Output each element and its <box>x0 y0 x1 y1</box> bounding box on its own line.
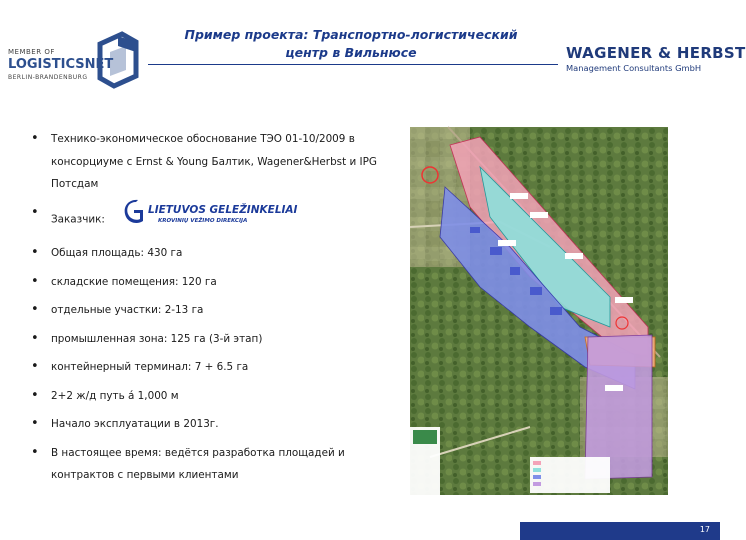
logisticsnet-mark-icon <box>96 30 140 92</box>
bullet-text: 2+2 ж/д путь á 1,000 м <box>51 389 179 402</box>
page-title <box>140 26 562 62</box>
title-line-2: центр в Вильнюсе <box>285 45 417 60</box>
bullet-text: контейнерный терминал: 7 + 6.5 га <box>51 361 249 373</box>
bullet-text: В настоящее время: ведётся разработка площадей и контрактов с первыми клиентами <box>51 446 345 481</box>
bullet-text: Технико-экономическое обоснование ТЭО 01-10/2009 в консорциуме с Ernst & Young Балтик, Wagener&Herbst и IPG Потсдам <box>51 133 377 190</box>
wagener-herbst-logo <box>566 44 746 73</box>
title-underline <box>148 64 558 65</box>
list-item <box>30 328 410 351</box>
client-logo-subtitle: KROVINIŲ VEŽIMO DIREKCIJA <box>158 217 248 224</box>
map-legend <box>530 457 610 493</box>
list-item <box>30 356 410 379</box>
lg-swirl-icon <box>125 199 143 222</box>
site-plan-map <box>410 127 668 495</box>
list-item <box>30 442 410 487</box>
logo-region: BERLIN-BRANDENBURG <box>8 74 88 81</box>
bullet-text: Заказчик: <box>51 212 105 225</box>
list-item <box>30 413 410 436</box>
ipg-logo <box>413 430 437 444</box>
list-item <box>30 271 410 294</box>
bullet-text: Начало эксплуатации в 2013г. <box>51 418 219 430</box>
page-number: 17 <box>699 525 710 534</box>
list-item <box>30 242 410 265</box>
footer-bar <box>520 522 720 540</box>
company-name: WAGENER & HERBST <box>566 44 746 62</box>
list-item <box>30 385 410 408</box>
list-item <box>30 128 410 196</box>
logo-logisticsnet: LOGISTICSNET <box>8 57 114 72</box>
title-line-1: Пример проекта: Транспортно-логистический <box>184 27 518 42</box>
client-logo-name: LIETUVOS GELEŽINKELIAI <box>148 203 298 216</box>
client-logo <box>124 199 298 234</box>
bullet-text: промышленная зона: 125 га (3-й этап) <box>51 332 263 345</box>
logo-member-of: MEMBER OF <box>8 48 55 56</box>
list-item <box>30 299 410 322</box>
bullet-text: складские помещения: 120 га <box>51 275 217 288</box>
project-facts-list <box>30 128 410 493</box>
bullet-text: Общая площадь: 430 га <box>51 247 183 259</box>
bullet-text: отдельные участки: 2-13 га <box>51 304 204 316</box>
list-item <box>30 202 410 237</box>
company-subtitle: Management Consultants GmbH <box>566 63 702 73</box>
logisticsnet-logo <box>8 30 138 100</box>
